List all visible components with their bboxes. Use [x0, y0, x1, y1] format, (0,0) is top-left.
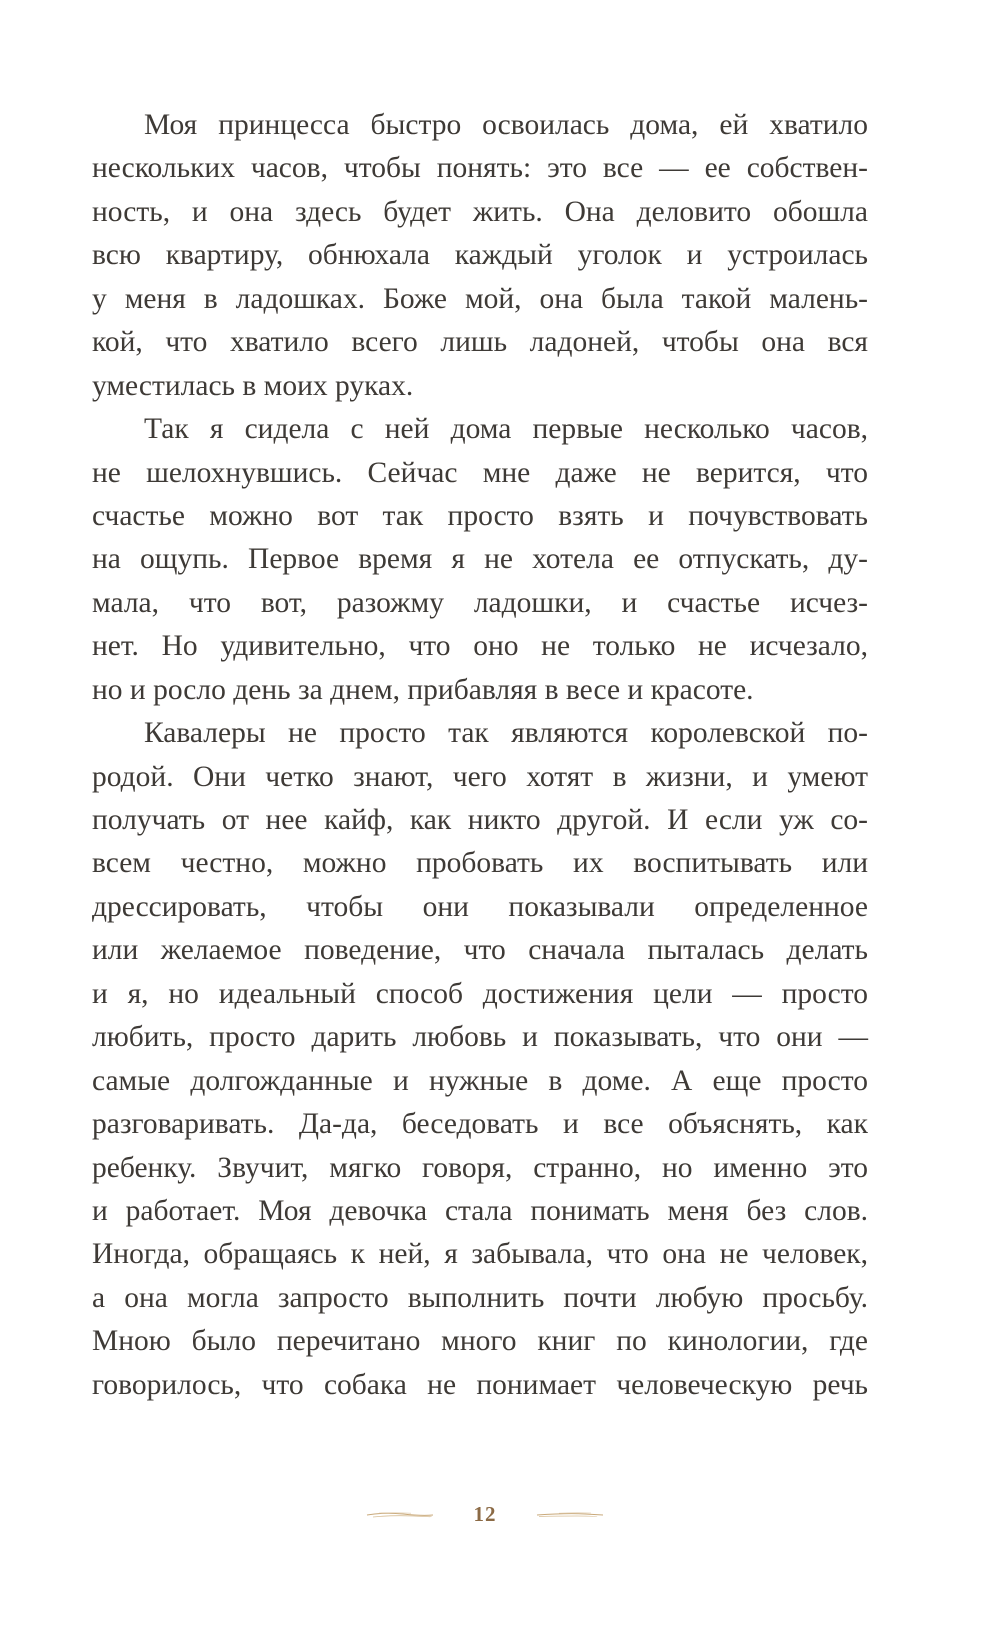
- text-line: не шелохнувшись. Сейчас мне даже не верится, что: [92, 456, 868, 489]
- paragraph-2: [92, 408, 868, 712]
- text-line: Моя принцесса быстро освоилась дома, ей хватило: [144, 109, 868, 141]
- text-line: самые долгожданные и нужные в доме. А еще просто: [92, 1064, 868, 1097]
- text-line: ребенку. Звучит, мягко говоря, странно, но именно это: [92, 1151, 868, 1184]
- body-text: [92, 104, 868, 1407]
- text-line: всем честно, можно пробовать их воспитывать или: [92, 847, 868, 880]
- left-ornament-icon: [365, 1500, 435, 1530]
- text-line: счастье можно вот так просто взять и почувствовать: [92, 499, 868, 532]
- text-line: Так я сидела с ней дома первые несколько часов,: [144, 413, 868, 446]
- text-line: всю квартиру, обнюхала каждый уголок и устроилась: [92, 239, 868, 272]
- text-line: Кавалеры не просто так являются королевской по-: [144, 717, 868, 750]
- paragraph-1: [92, 104, 868, 408]
- text-line: а она могла запросто выполнить почти любую просьбу.: [92, 1281, 868, 1314]
- text-line: Мною было перечитано много книг по кинологии, где: [92, 1325, 868, 1358]
- text-line: на ощупь. Первое время я не хотела ее отпускать, ду-: [92, 543, 868, 576]
- text-line: разговаривать. Да-да, беседовать и все объяснять, как: [92, 1108, 868, 1141]
- text-line: у меня в ладошках. Боже мой, она была такой малень-: [92, 282, 868, 315]
- text-line: Иногда, обращаясь к ней, я забывала, что она не человек,: [92, 1238, 868, 1271]
- text-line: мала, что вот, разожму ладошки, и счастье исчез-: [92, 586, 868, 619]
- text-line: любить, просто дарить любовь и показывать, что они —: [92, 1021, 868, 1054]
- text-line: получать от нее кайф, как никто другой. И если уж со-: [92, 804, 868, 836]
- text-line: ность, и она здесь будет жить. Она деловито обошла: [92, 195, 868, 228]
- right-ornament-icon: [535, 1500, 605, 1530]
- text-line: дрессировать, чтобы они показывали определенное: [92, 890, 868, 923]
- text-line: говорилось, что собака не понимает человеческую речь: [92, 1368, 868, 1401]
- text-line: кой, что хватило всего лишь ладоней, чтобы она вся: [92, 326, 868, 359]
- text-line: уместилась в моих руках.: [92, 369, 414, 402]
- text-line: и я, но идеальный способ достижения цели — просто: [92, 977, 868, 1010]
- page-footer: [0, 1500, 1000, 1530]
- text-line: или желаемое поведение, что сначала пыталась делать: [92, 934, 868, 967]
- page-number: 12: [473, 1502, 497, 1526]
- text-line: и работает. Моя девочка стала понимать меня без слов.: [92, 1194, 868, 1227]
- paragraph-3: [92, 712, 868, 1407]
- text-line: нет. Но удивительно, что оно не только не исчезало,: [92, 630, 868, 663]
- text-line: нескольких часов, чтобы понять: это все — ее собствен-: [92, 152, 868, 185]
- text-line: родой. Они четко знают, чего хотят в жизни, и умеют: [92, 760, 868, 793]
- text-line: но и росло день за днем, прибавляя в весе и красоте.: [92, 673, 754, 706]
